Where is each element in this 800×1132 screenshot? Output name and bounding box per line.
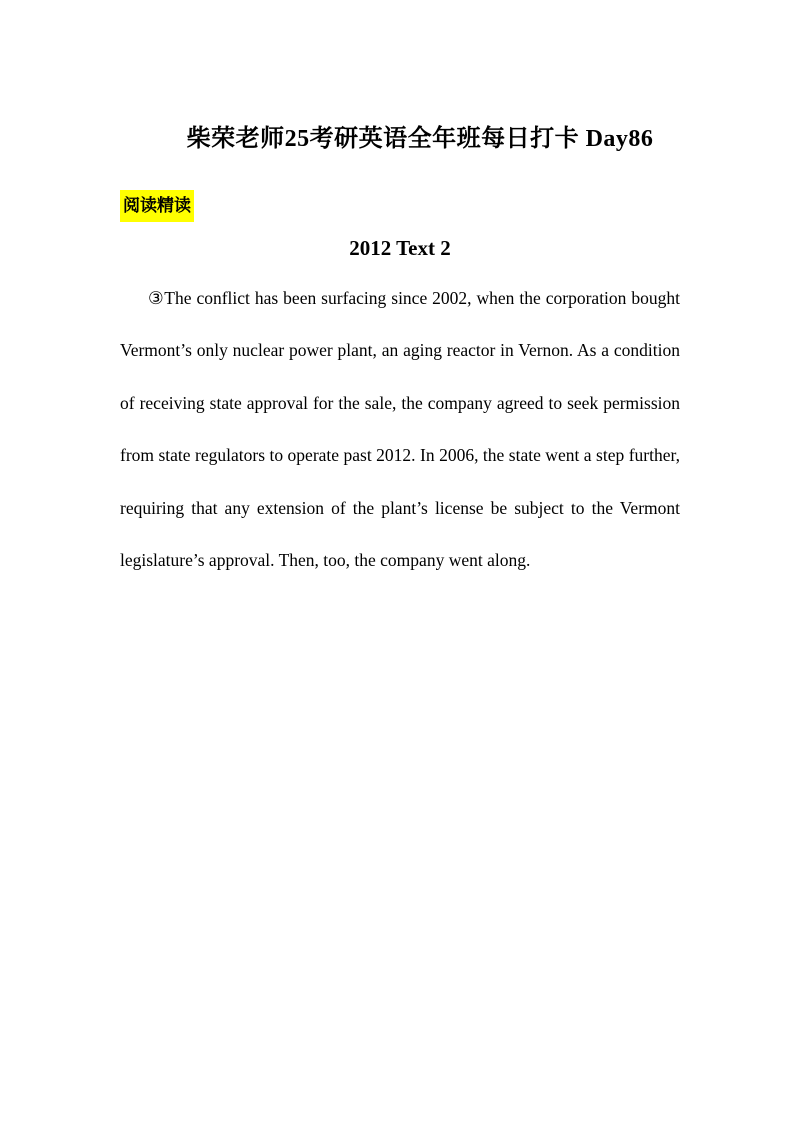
page-title: 柴荣老师25考研英语全年班每日打卡 Day86: [186, 126, 654, 152]
reading-passage: ③The conflict has been surfacing since 2002, when the corporation bought Vermont’s only nuclear power plant, an aging reactor in Vernon. As a condition of receiving state approval for the sale, the company agreed to seek permission from state regulators to operate past 2012. In 2006, the state went a step further, requiring that any extension of the plant’s license be subject to the Vermont legislature’s approval. Then, too, the company went along.: [120, 288, 680, 571]
text-title: 2012 Text 2: [349, 236, 451, 260]
section-label-highlight: 阅读精读: [120, 190, 194, 222]
